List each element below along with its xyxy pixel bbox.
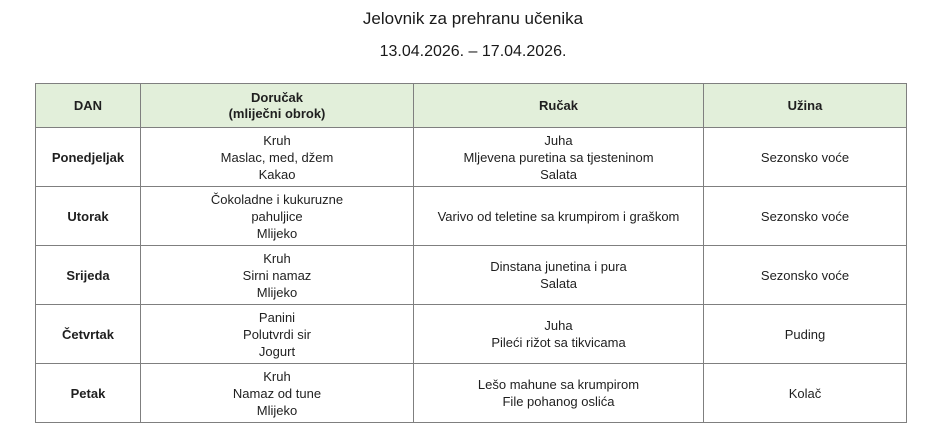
- cell-line: Sezonsko voće: [760, 149, 850, 165]
- lunch-cell: [414, 246, 704, 305]
- cell-line: Puding: [784, 326, 826, 342]
- day-cell: [36, 364, 141, 423]
- snack-cell: [704, 128, 907, 187]
- cell-line: Kruh: [263, 368, 291, 384]
- lunch-cell: [414, 364, 704, 423]
- day-cell: [36, 128, 141, 187]
- cell-line: Četvrtak: [61, 326, 115, 342]
- cell-line: Juha: [544, 318, 573, 333]
- cell-line: Kruh: [263, 250, 291, 266]
- cell-line: File pohanog oslića: [502, 394, 615, 409]
- cell-line: Salata: [540, 166, 577, 182]
- snack-cell: [704, 187, 907, 246]
- table-row-srijeda: [36, 246, 907, 305]
- cell-line: Utorak: [67, 208, 109, 224]
- table-row-utorak: [36, 187, 907, 246]
- cell-line: Petak: [70, 385, 106, 401]
- cell-line: Mlijeko: [256, 284, 298, 300]
- cell-line: Srijeda: [66, 267, 110, 283]
- cell-line: Mljevena puretina sa tjesteninom: [463, 149, 654, 165]
- cell-line: Maslac, med, džem: [220, 149, 334, 165]
- cell-line: Sezonsko voće: [760, 208, 850, 224]
- cell-line: Namaz od tune: [232, 385, 322, 401]
- column-header-uzina: [704, 84, 907, 128]
- cell-line: Kakao: [258, 166, 296, 182]
- breakfast-cell: [141, 246, 414, 305]
- cell-line: pahuljice: [251, 208, 303, 224]
- snack-cell: [704, 305, 907, 364]
- snack-cell: [704, 364, 907, 423]
- cell-line: Salata: [540, 276, 577, 291]
- cell-line: Pileći rižot sa tikvicama: [491, 335, 626, 350]
- cell-line: Sezonsko voće: [760, 267, 850, 283]
- cell-line: Kruh: [263, 132, 291, 148]
- cell-line: Polutvrdi sir: [243, 326, 311, 342]
- page-title: Jelovnik za prehranu učenika: [362, 9, 584, 28]
- breakfast-cell: [141, 364, 414, 423]
- day-cell: [36, 305, 141, 364]
- table-row-ponedjeljak: [36, 128, 907, 187]
- cell-line: Doručak: [250, 89, 304, 105]
- cell-line: Užina: [787, 97, 823, 113]
- snack-cell: [704, 246, 907, 305]
- cell-line: Kolač: [788, 385, 822, 401]
- lunch-cell: [414, 128, 704, 187]
- column-header-rucak: [414, 84, 704, 128]
- cell-line: Juha: [544, 132, 573, 148]
- cell-line: Jogurt: [258, 343, 296, 359]
- column-header-dorucak: [141, 84, 414, 128]
- table-row-cetvrtak: [36, 305, 907, 364]
- cell-line: Panini: [258, 309, 296, 325]
- lunch-cell: [414, 187, 704, 246]
- breakfast-cell: [141, 305, 414, 364]
- table-header-row: [36, 84, 907, 128]
- cell-line: Lešo mahune sa krumpirom: [477, 377, 640, 392]
- breakfast-cell: [141, 187, 414, 246]
- cell-line: Mlijeko: [256, 402, 298, 418]
- cell-line: Ponedjeljak: [51, 149, 125, 165]
- menu-table: [35, 83, 907, 423]
- column-header-dan: [36, 84, 141, 128]
- table-row-petak: [36, 364, 907, 423]
- cell-line: Mlijeko: [256, 225, 298, 241]
- cell-line: Ručak: [538, 97, 579, 113]
- breakfast-cell: [141, 128, 414, 187]
- day-cell: [36, 246, 141, 305]
- cell-line: (mliječni obrok): [228, 105, 326, 121]
- cell-line: Čokoladne i kukuruzne: [210, 191, 344, 207]
- lunch-cell: [414, 305, 704, 364]
- date-range: 13.04.2026. – 17.04.2026.: [379, 43, 567, 60]
- cell-line: Sirni namaz: [242, 267, 312, 283]
- cell-line: Dinstana junetina i pura: [490, 259, 627, 274]
- cell-line: DAN: [73, 97, 103, 113]
- cell-line: Varivo od teletine sa krumpirom i graškom: [437, 208, 680, 224]
- day-cell: [36, 187, 141, 246]
